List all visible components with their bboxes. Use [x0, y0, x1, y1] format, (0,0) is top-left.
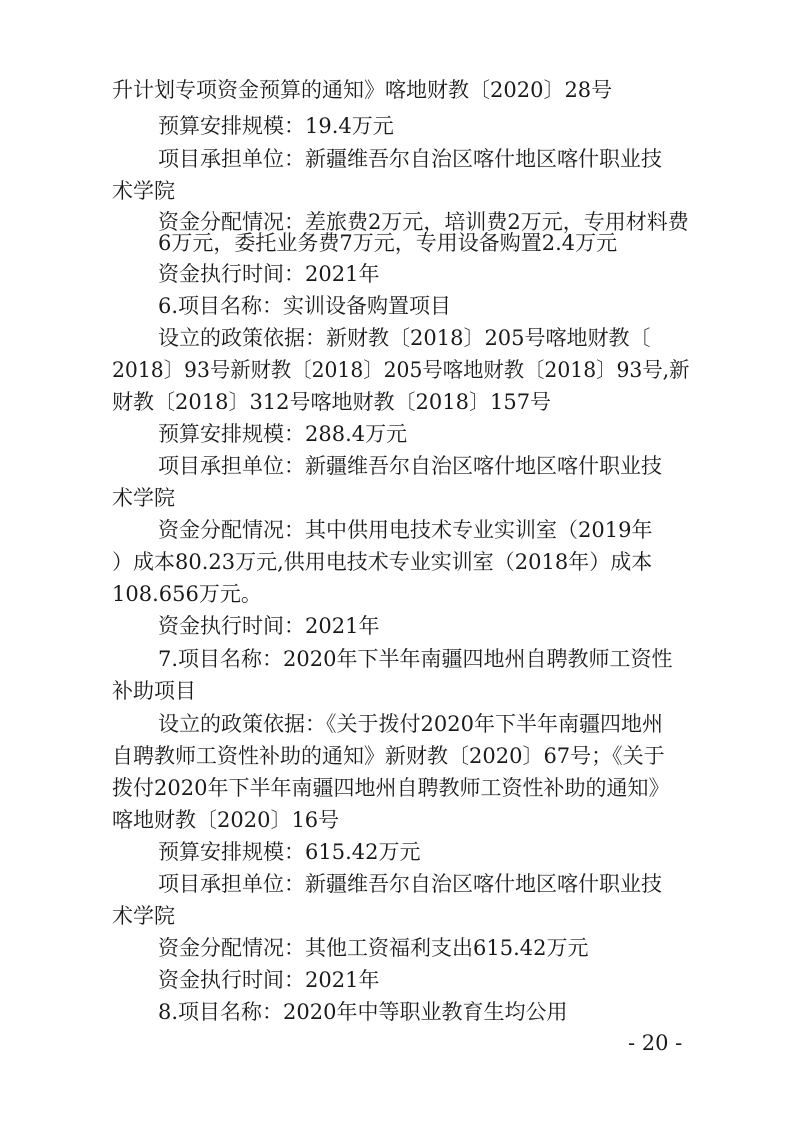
text-line: 预算安排规模：288.4万元: [158, 422, 408, 446]
text-line: 资金分配情况：其他工资福利支出615.42万元: [158, 936, 589, 960]
text-line: 设立的政策依据：新财教〔2018〕205号喀地财教〔: [158, 326, 651, 350]
text-line: ）成本80.23万元,供用电技术专业实训室（2018年）成本: [112, 550, 653, 574]
text-line: 6万元，委托业务费7万元，专用设备购置2.4万元: [158, 231, 618, 255]
text-line: 补助项目: [112, 679, 196, 703]
text-line: 术学院: [112, 904, 175, 928]
text-line: 预算安排规模：19.4万元: [158, 114, 394, 138]
text-line: 术学院: [112, 179, 175, 203]
text-line: 喀地财教〔2020〕16号: [112, 808, 340, 832]
text-line: 8.项目名称：2020年中等职业教育生均公用: [158, 1000, 568, 1024]
text-line: 自聘教师工资性补助的通知》新财教〔2020〕67号；《关于: [112, 744, 665, 768]
text-line: 项目承担单位：新疆维吾尔自治区喀什地区喀什职业技: [158, 147, 662, 171]
text-line: 项目承担单位：新疆维吾尔自治区喀什地区喀什职业技: [158, 454, 662, 478]
text-line: 财教〔2018〕312号喀地财教〔2018〕157号: [112, 390, 552, 414]
text-line: 资金分配情况：其中供用电技术专业实训室（2019年: [158, 518, 653, 542]
text-line: 7.项目名称：2020年下半年南疆四地州自聘教师工资性: [158, 647, 673, 671]
text-line: 资金执行时间：2021年: [158, 968, 380, 992]
text-line: 项目承担单位：新疆维吾尔自治区喀什地区喀什职业技: [158, 872, 662, 896]
text-line: 设立的政策依据：《关于拨付2020年下半年南疆四地州: [158, 712, 663, 736]
text-line: 资金执行时间：2021年: [158, 262, 380, 286]
text-line: 2018〕93号新财教〔2018〕205号喀地财教〔2018〕93号,新: [112, 358, 690, 382]
text-line: 术学院: [112, 486, 175, 510]
text-line: 资金执行时间：2021年: [158, 614, 380, 638]
text-line: 资金分配情况：差旅费2万元，培训费2万元，专用材料费: [158, 210, 689, 234]
page-number: - 20 -: [628, 1031, 683, 1055]
text-line: 预算安排规模：615.42万元: [158, 840, 421, 864]
text-line: 6.项目名称：实训设备购置项目: [158, 294, 452, 318]
text-line: 拨付2020年下半年南疆四地州自聘教师工资性补助的通知》: [112, 776, 670, 800]
text-line: 108.656万元。: [112, 582, 262, 606]
text-line: 升计划专项资金预算的通知》喀地财教〔2020〕28号: [112, 78, 613, 102]
